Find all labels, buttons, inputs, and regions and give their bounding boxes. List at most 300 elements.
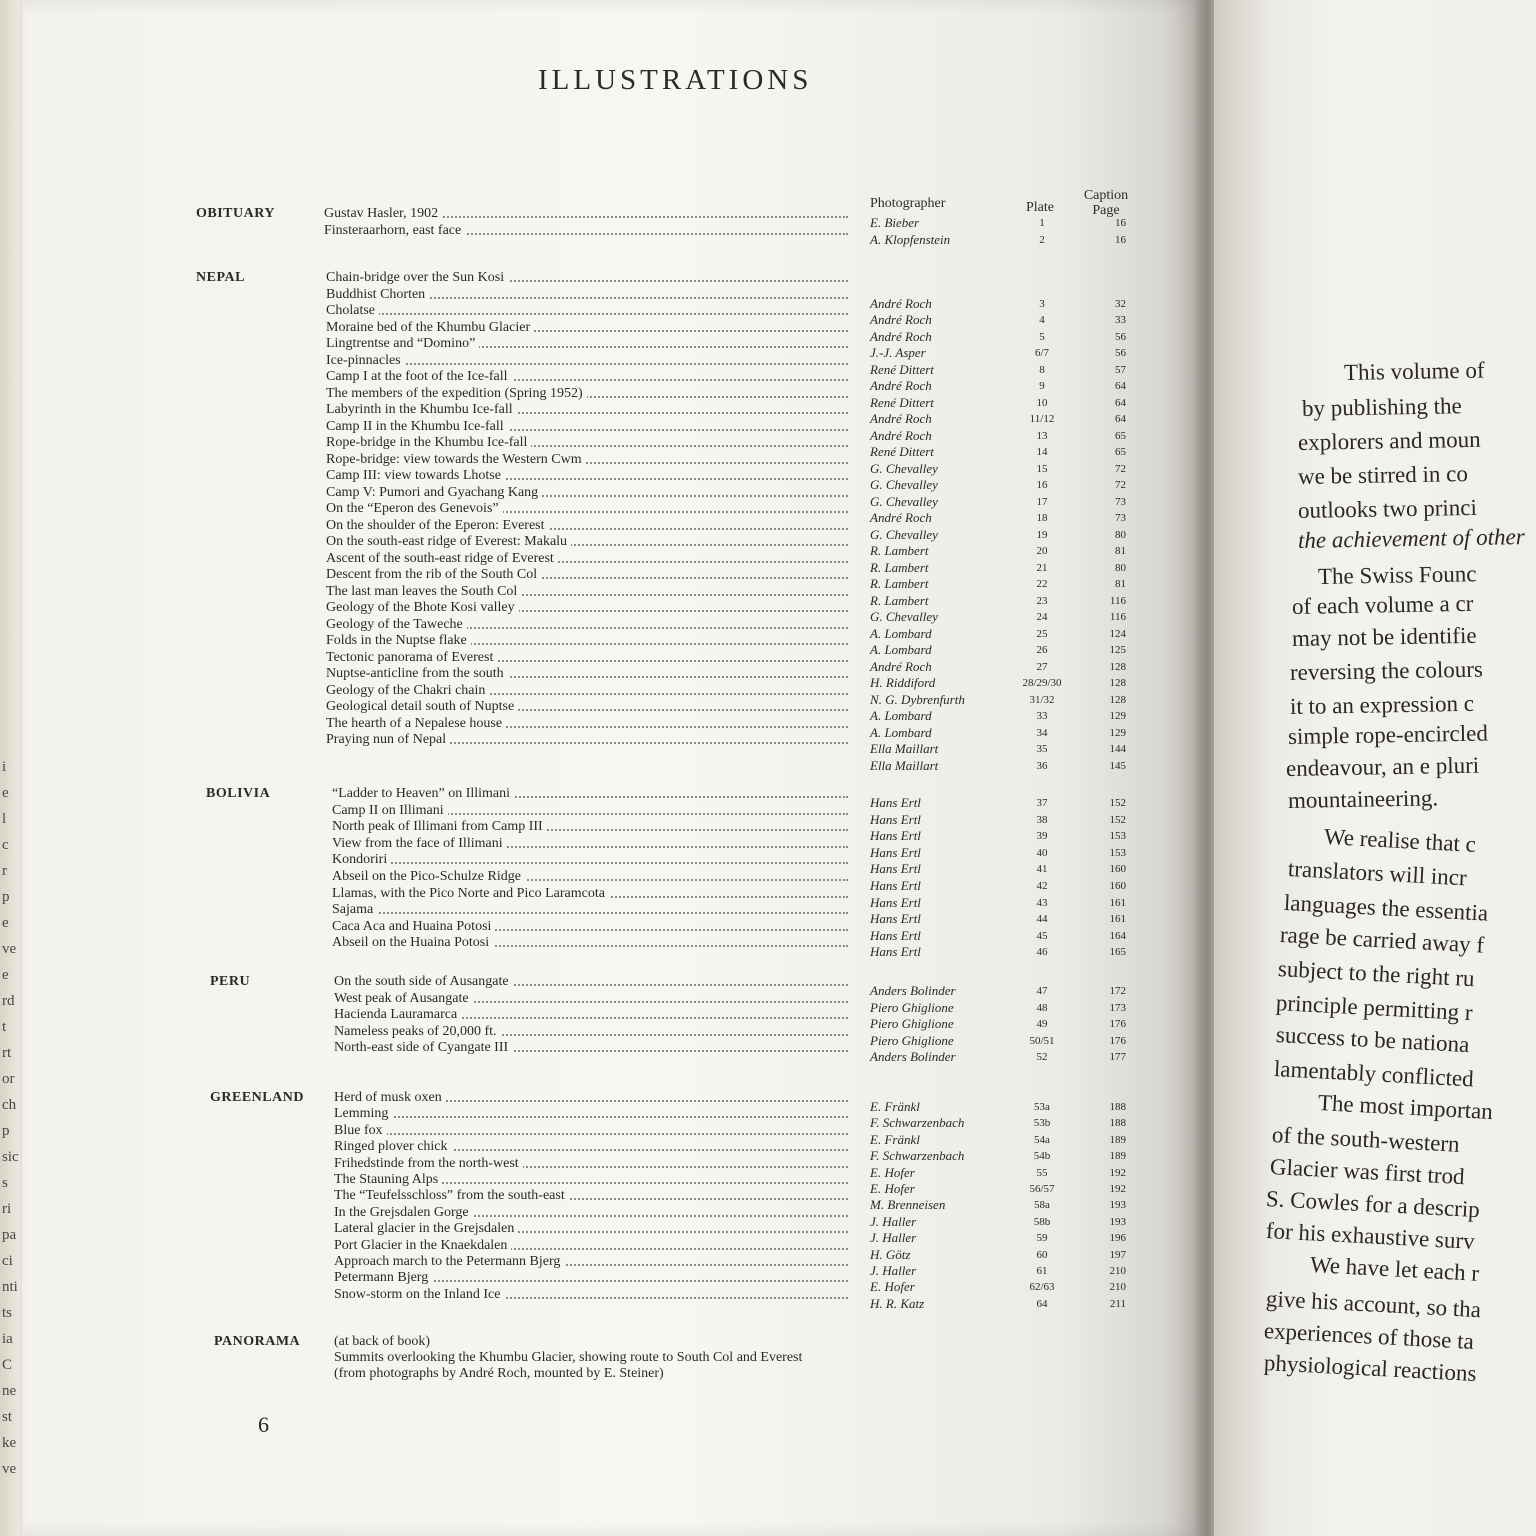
edge-text-fragment: e <box>2 785 9 801</box>
entry-title: Hacienda Lauramarca <box>334 1007 461 1022</box>
entry-caption-page: 165 <box>1109 946 1126 959</box>
entry-title-leader <box>326 320 848 336</box>
entry-plate: 33 <box>1036 710 1048 722</box>
facing-page-text-line: of each volume a cr <box>1291 590 1474 619</box>
entry-title: Caca Aca and Huaina Potosi <box>332 919 495 934</box>
entry-caption-page: 128 <box>1109 660 1126 673</box>
entry-caption-page: 145 <box>1109 759 1126 772</box>
entry-caption-page: 161 <box>1109 896 1126 909</box>
page-number: 6 <box>258 1412 269 1437</box>
illustration-entry <box>22 223 1200 247</box>
entry-plate: 53b <box>1033 1117 1051 1130</box>
entry-plate: 18 <box>1036 512 1048 524</box>
entry-photographer: E. Hofer <box>870 1181 915 1196</box>
entry-plate: 62/63 <box>1029 1281 1055 1294</box>
entry-caption-page: 56 <box>1115 347 1126 359</box>
edge-text-fragment: ri <box>2 1201 12 1217</box>
entry-title-leader <box>334 1238 848 1254</box>
entry-title-leader <box>326 485 848 501</box>
entry-caption-page: 116 <box>1109 594 1126 607</box>
entry-photographer: Ella Maillart <box>870 741 939 756</box>
entry-title-leader <box>326 501 848 517</box>
entry-title-leader <box>326 452 848 468</box>
entry-plate: 44 <box>1036 913 1048 926</box>
entry-title: Geology of the Taweche <box>326 617 467 632</box>
entry-plate: 8 <box>1039 363 1045 376</box>
entry-title-leader <box>326 402 848 418</box>
entry-title: Camp V: Pumori and Gyachang Kang <box>326 485 542 500</box>
entry-caption-page: 57 <box>1115 363 1126 376</box>
entry-plate: 10 <box>1036 396 1048 409</box>
entry-title-leader <box>326 336 848 352</box>
edge-text-fragment: pa <box>2 1227 17 1243</box>
facing-page-text-line: may not be identifie <box>1291 622 1477 651</box>
column-header-caption-line1: Caption <box>1083 188 1129 203</box>
entry-plate: 15 <box>1036 462 1048 475</box>
edge-text-fragment: e <box>2 967 9 983</box>
entry-title-leader <box>326 303 848 319</box>
entry-title: Snow-storm on the Inland Ice <box>334 1287 504 1302</box>
entry-caption-page: 64 <box>1115 413 1126 425</box>
entry-photographer: J. Haller <box>870 1230 917 1246</box>
illustration-entry <box>22 206 1200 230</box>
entry-plate: 35 <box>1036 743 1048 755</box>
entry-title-leader <box>326 386 848 402</box>
entry-title-leader <box>334 1205 848 1221</box>
edge-text-fragment: i <box>2 759 7 775</box>
facing-page-text-line: give his account, so tha <box>1265 1286 1482 1323</box>
entry-title-leader <box>332 836 848 852</box>
entry-title-leader <box>334 1254 848 1270</box>
facing-page-text-line: translators will incr <box>1287 856 1468 891</box>
illustration-entry <box>22 1286 1200 1311</box>
facing-page-text-line: of the south-western <box>1271 1122 1461 1157</box>
entry-photographer: Anders Bolinder <box>870 983 956 998</box>
entry-title-leader <box>326 353 848 369</box>
entry-title-leader <box>332 803 848 819</box>
entry-plate: 40 <box>1036 846 1048 859</box>
entry-title-leader <box>332 786 848 802</box>
entry-caption-page: 33 <box>1115 314 1126 326</box>
entry-title-leader <box>326 732 848 748</box>
entry-photographer: Hans Ertl <box>870 944 921 960</box>
entry-caption-page: 65 <box>1115 446 1126 458</box>
entry-title-leader <box>326 567 848 583</box>
entry-plate: 36 <box>1036 759 1048 772</box>
entry-caption-page: 160 <box>1109 880 1126 892</box>
entry-caption-page: 16 <box>1115 234 1126 246</box>
entry-title-leader <box>334 1221 848 1237</box>
entry-title: Rope-bridge in the Khumbu Ice-fall <box>326 435 531 450</box>
entry-plate: 25 <box>1036 627 1048 640</box>
entry-title: Geological detail south of Nuptse <box>326 699 518 714</box>
entry-caption-page: 80 <box>1115 561 1126 574</box>
edge-text-fragment: p <box>2 1123 10 1139</box>
entry-photographer: R. Lambert <box>870 592 929 608</box>
edge-text-fragment: ve <box>2 1461 17 1477</box>
entry-photographer: Hans Ertl <box>870 828 921 844</box>
entry-title-leader <box>326 600 848 616</box>
entry-photographer: G. Chevalley <box>870 477 938 492</box>
entry-photographer: Hans Ertl <box>870 861 921 877</box>
page-heading: ILLUSTRATIONS <box>538 64 813 96</box>
facing-page <box>1214 0 1536 1536</box>
entry-plate: 42 <box>1036 880 1048 892</box>
entry-title: Praying nun of Nepal <box>326 732 450 747</box>
entry-caption-page: 116 <box>1109 611 1126 623</box>
entry-plate: 28/29/30 <box>1022 677 1062 689</box>
entry-photographer: H. Götz <box>870 1246 911 1262</box>
entry-photographer: André Roch <box>870 427 932 443</box>
entry-caption-page: 81 <box>1115 545 1126 557</box>
entry-plate: 3 <box>1039 297 1045 310</box>
entry-title-leader <box>334 1156 848 1172</box>
entry-title-leader <box>332 935 848 951</box>
entry-title-leader <box>326 650 848 666</box>
entry-title: Llamas, with the Pico Norte and Pico Laramcota <box>332 886 609 901</box>
entry-caption-page: 153 <box>1109 846 1126 859</box>
facing-page-text-line: explorers and moun <box>1297 426 1481 455</box>
entry-plate: 27 <box>1036 660 1048 673</box>
section-label-bolivia: BOLIVIA <box>206 786 271 801</box>
entry-title-leader <box>326 699 848 715</box>
entry-title-leader <box>324 223 848 239</box>
entry-title: Camp II in the Khumbu Ice-fall <box>326 419 508 434</box>
column-header-photographer: Photographer <box>870 196 946 211</box>
entry-caption-page: 129 <box>1109 726 1126 739</box>
entry-caption-page: 210 <box>1109 1281 1126 1294</box>
entry-caption-page: 192 <box>1109 1166 1126 1179</box>
entry-photographer: E. Hofer <box>870 1164 915 1180</box>
entry-title-leader <box>334 1188 848 1204</box>
entry-title-leader <box>332 902 848 918</box>
entry-caption-page: 173 <box>1109 1001 1126 1014</box>
entry-photographer: M. Brenneisen <box>870 1197 946 1213</box>
entry-title: Chain-bridge over the Sun Kosi <box>326 270 508 285</box>
entry-caption-page: 64 <box>1115 380 1126 392</box>
entry-plate: 6/7 <box>1034 347 1050 359</box>
entry-photographer: André Roch <box>870 658 932 674</box>
entry-photographer: A. Klopfenstein <box>870 232 951 247</box>
entry-plate: 37 <box>1036 797 1048 809</box>
entry-plate: 31/32 <box>1029 693 1055 706</box>
edge-text-fragment: p <box>2 889 10 905</box>
entry-plate: 20 <box>1036 545 1048 557</box>
entry-title: Lemming <box>334 1106 392 1121</box>
entry-title: Moraine bed of the Khumbu Glacier <box>326 320 534 335</box>
entry-title: Frihedstinde from the north-west <box>334 1156 523 1171</box>
entry-caption-page: 56 <box>1115 330 1126 343</box>
entry-title-leader <box>326 369 848 385</box>
entry-plate: 22 <box>1036 578 1048 590</box>
entry-photographer: André Roch <box>870 411 932 426</box>
edge-text-fragment: ke <box>2 1435 17 1451</box>
entry-photographer: Piero Ghiglione <box>870 1032 954 1048</box>
entry-photographer: André Roch <box>870 510 932 525</box>
entry-title-leader <box>334 974 848 990</box>
entry-plate: 54b <box>1033 1150 1051 1163</box>
entry-plate: 56/57 <box>1029 1183 1055 1195</box>
entry-caption-page: 160 <box>1109 863 1126 876</box>
facing-page-text-line: mountaineering. <box>1287 785 1439 813</box>
facing-page-text-line: We realise that c <box>1323 824 1477 857</box>
facing-page-text-line: Glacier was first trod <box>1269 1154 1466 1190</box>
entry-title: The hearth of a Nepalese house <box>326 716 506 731</box>
entry-caption-page: 176 <box>1109 1018 1126 1030</box>
entry-photographer: René Dittert <box>870 361 934 377</box>
entry-title-leader <box>332 919 848 935</box>
facing-page-text-line: subject to the right ru <box>1277 956 1476 992</box>
edge-text-fragment: ia <box>2 1331 13 1347</box>
illustration-entry <box>22 1254 1200 1278</box>
entry-title-leader <box>334 991 848 1007</box>
entry-title-leader <box>324 206 848 222</box>
entry-photographer: Hans Ertl <box>870 811 921 827</box>
entry-plate: 13 <box>1036 429 1048 442</box>
entry-title-leader <box>326 435 848 451</box>
illustration-entry <box>22 935 1200 960</box>
facing-page-text-line: The most importan <box>1317 1090 1494 1125</box>
entry-title: On the “Eperon des Genevois” <box>326 501 503 516</box>
entry-plate: 2 <box>1039 234 1045 246</box>
entry-plate: 39 <box>1036 830 1048 843</box>
entry-title: Herd of musk oxen <box>334 1090 446 1105</box>
panorama-note: (at back of book) <box>334 1334 431 1349</box>
entry-title: Approach march to the Petermann Bjerg <box>334 1254 564 1269</box>
entry-caption-page: 177 <box>1109 1051 1126 1063</box>
entry-photographer: André Roch <box>870 328 932 344</box>
entry-caption-page: 197 <box>1109 1248 1126 1261</box>
entry-photographer: André Roch <box>870 295 932 311</box>
entry-photographer: A. Lombard <box>870 642 932 657</box>
entry-plate: 17 <box>1036 495 1048 508</box>
entry-title: Tectonic panorama of Everest <box>326 650 497 665</box>
entry-photographer: R. Lambert <box>870 543 929 558</box>
entry-photographer: E. Bieber <box>870 215 920 230</box>
entry-caption-page: 125 <box>1109 644 1126 656</box>
entry-plate: 14 <box>1036 446 1048 458</box>
facing-page-text-line: by publishing the <box>1301 393 1462 421</box>
entry-title: Ice-pinnacles <box>326 353 405 368</box>
entry-title-leader <box>334 1007 848 1023</box>
entry-plate: 52 <box>1036 1051 1048 1063</box>
entry-photographer: G. Chevalley <box>870 526 938 542</box>
entry-photographer: Ella Maillart <box>870 757 939 773</box>
entry-title-leader <box>334 1270 848 1286</box>
edge-text-fragment: l <box>2 811 7 827</box>
edge-text-fragment: or <box>2 1071 15 1087</box>
entry-title: Kondoriri <box>332 852 391 867</box>
entry-caption-page: 32 <box>1115 297 1126 310</box>
entry-title: Ringed plover chick <box>334 1139 452 1154</box>
entry-plate: 60 <box>1036 1248 1048 1261</box>
entry-title: On the south side of Ausangate <box>334 974 513 989</box>
edge-text-fragment: s <box>2 1175 8 1191</box>
facing-page-text-line: the achievement of other <box>1297 524 1525 553</box>
entry-photographer: Hans Ertl <box>870 927 921 943</box>
entry-title-leader <box>326 270 848 286</box>
entry-photographer: Hans Ertl <box>870 795 921 810</box>
entry-title-leader <box>326 551 848 567</box>
entry-title-leader <box>326 683 848 699</box>
entry-title-leader <box>326 617 848 633</box>
entry-caption-page: 128 <box>1109 677 1126 689</box>
entry-caption-page: 192 <box>1109 1183 1126 1195</box>
section-label-panorama: PANORAMA <box>214 1334 301 1349</box>
entry-title: Sajama <box>332 902 377 917</box>
edge-text-fragment: rd <box>2 993 15 1009</box>
entry-title-leader <box>326 468 848 484</box>
facing-page-text-line: simple rope-encircled <box>1287 720 1489 749</box>
entry-plate: 11/12 <box>1029 413 1055 425</box>
entry-title-leader <box>326 666 848 682</box>
entry-plate: 23 <box>1036 594 1048 607</box>
facing-page-text-line: The Swiss Founc <box>1317 561 1477 589</box>
entry-title: Cholatse <box>326 303 379 318</box>
entry-photographer: A. Lombard <box>870 708 932 723</box>
entry-caption-page: 64 <box>1115 396 1126 409</box>
entry-title: On the south-east ridge of Everest: Makalu <box>326 534 571 549</box>
entry-title: Lingtrentse and “Domino” <box>326 336 479 351</box>
entry-plate: 59 <box>1036 1232 1048 1245</box>
entry-photographer: A. Lombard <box>870 724 932 740</box>
entry-caption-page: 196 <box>1109 1232 1126 1245</box>
illustration-entry <box>22 732 1200 756</box>
entry-title: North peak of Illimani from Camp III <box>332 819 547 834</box>
entry-title-leader <box>332 886 848 902</box>
facing-page-text-line: it to an expression c <box>1289 690 1475 719</box>
entry-caption-page: 65 <box>1115 429 1126 442</box>
illustration-entry <box>22 270 1200 286</box>
edge-text-fragment: ts <box>2 1305 13 1321</box>
entry-caption-page: 189 <box>1109 1150 1126 1163</box>
entry-title: Descent from the rib of the South Col <box>326 567 541 582</box>
entry-plate: 54a <box>1034 1133 1050 1146</box>
entry-title: Lateral glacier in the Grejsdalen <box>334 1221 518 1236</box>
entry-plate: 19 <box>1036 528 1048 541</box>
entry-title: Blue fox <box>334 1123 387 1138</box>
entry-caption-page: 124 <box>1109 627 1126 640</box>
facing-page-text-line: reversing the colours <box>1289 656 1484 685</box>
illustration-entry <box>22 749 1200 773</box>
entry-title: Abseil on the Huaina Potosi <box>332 935 493 950</box>
entry-title: West peak of Ausangate <box>334 991 473 1006</box>
entry-title: Buddhist Chorten <box>326 287 429 302</box>
entry-caption-page: 153 <box>1109 830 1126 843</box>
entry-title: Gustav Hasler, 1902 <box>324 206 442 221</box>
entry-caption-page: 176 <box>1109 1034 1126 1047</box>
facing-page-text-line: for his exhaustive surv <box>1265 1218 1476 1254</box>
column-header-caption-line2: Page <box>1092 203 1120 218</box>
entry-plate: 21 <box>1036 561 1048 574</box>
facing-page-text-line: rage be carried away f <box>1279 922 1485 958</box>
illustration-entry <box>22 1040 1200 1064</box>
panorama-description: Summits overlooking the Khumbu Glacier, showing route to South Col and Everest <box>334 1350 803 1365</box>
entry-caption-page: 129 <box>1109 710 1126 722</box>
entry-plate: 4 <box>1039 314 1045 326</box>
entry-photographer: René Dittert <box>870 444 934 459</box>
entry-caption-page: 193 <box>1109 1199 1126 1212</box>
entry-photographer: Piero Ghiglione <box>870 1016 954 1031</box>
entry-photographer: André Roch <box>870 312 932 327</box>
entry-title: North-east side of Cyangate III <box>334 1040 512 1055</box>
entry-title: Camp II on Illimani <box>332 803 448 818</box>
entry-title-leader <box>334 1040 848 1056</box>
entry-title: The “Teufelsschloss” from the south-east <box>334 1188 569 1203</box>
entry-title: Rope-bridge: view towards the Western Cwm <box>326 452 586 467</box>
column-header-plate: Plate <box>1026 200 1054 215</box>
facing-page-text-line: endeavour, an e pluri <box>1285 752 1480 781</box>
entry-title-leader <box>326 419 848 435</box>
panorama-credit: (from photographs by André Roch, mounted by E. Steiner) <box>334 1366 664 1381</box>
entry-photographer: H. Riddiford <box>870 675 936 690</box>
entry-plate: 47 <box>1036 985 1048 997</box>
entry-photographer: André Roch <box>870 378 932 393</box>
entry-caption-page: 164 <box>1109 929 1126 942</box>
entry-title-leader <box>334 1287 848 1303</box>
entry-title: Petermann Bjerg <box>334 1270 432 1285</box>
entry-photographer: N. G. Dybrenfurth <box>870 691 965 707</box>
edge-text-fragment: ch <box>2 1097 17 1113</box>
entry-caption-page: 73 <box>1115 512 1126 524</box>
entry-caption-page: 161 <box>1109 913 1126 926</box>
entry-photographer: Anders Bolinder <box>870 1049 956 1064</box>
entry-title: The Stauning Alps <box>334 1172 442 1187</box>
entry-photographer: J. Haller <box>870 1263 917 1278</box>
entry-caption-page: 16 <box>1115 217 1126 229</box>
facing-page-text-line: we be stirred in co <box>1297 461 1469 489</box>
section-label-peru: PERU <box>210 974 251 989</box>
edge-text-fragment: st <box>2 1409 13 1425</box>
edge-text-fragment: r <box>2 863 7 879</box>
entry-plate: 53a <box>1034 1101 1050 1113</box>
entry-plate: 58b <box>1033 1215 1051 1228</box>
edge-text-fragment: c <box>2 837 9 853</box>
entry-plate: 61 <box>1036 1265 1048 1277</box>
entry-title: Abseil on the Pico-Schulze Ridge <box>332 869 525 884</box>
entry-title: Folds in the Nuptse flake <box>326 633 471 648</box>
entry-plate: 50/51 <box>1029 1034 1055 1047</box>
edge-text-fragment: ve <box>2 941 17 957</box>
entry-caption-page: 193 <box>1109 1215 1126 1228</box>
facing-page-text-line: This volume of <box>1343 357 1485 385</box>
entry-plate: 46 <box>1036 946 1048 959</box>
entry-photographer: R. Lambert <box>870 559 929 575</box>
entry-plate: 49 <box>1036 1018 1048 1030</box>
edge-text-fragment: sic <box>2 1149 19 1165</box>
entry-photographer: G. Chevalley <box>870 493 938 509</box>
entry-caption-page: 72 <box>1115 479 1126 491</box>
edge-text-fragment: ne <box>2 1383 17 1399</box>
entry-title-leader <box>334 1123 848 1139</box>
entry-photographer: R. Lambert <box>870 576 929 591</box>
entry-title-leader <box>334 1106 848 1122</box>
entry-title-leader <box>326 518 848 534</box>
entry-title-leader <box>332 852 848 868</box>
entry-plate: 45 <box>1036 929 1048 942</box>
entry-title: The last man leaves the South Col <box>326 584 521 599</box>
entry-title: Camp III: view towards Lhotse <box>326 468 505 483</box>
entry-title-leader <box>334 1024 848 1040</box>
section-label-nepal: NEPAL <box>196 270 245 285</box>
facing-page-text-line: We have let each r <box>1309 1252 1480 1286</box>
entry-title: Labyrinth in the Khumbu Ice-fall <box>326 402 517 417</box>
entry-title-leader <box>334 1139 848 1155</box>
edge-text-fragment: t <box>2 1019 7 1035</box>
facing-page-text-line: languages the essentia <box>1283 890 1489 926</box>
entry-title: Ascent of the south-east ridge of Everest <box>326 551 558 566</box>
entry-caption-page: 73 <box>1115 495 1126 508</box>
